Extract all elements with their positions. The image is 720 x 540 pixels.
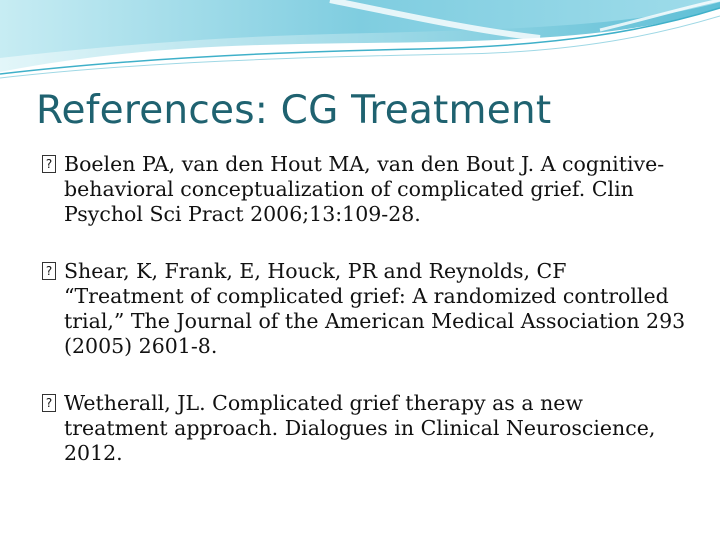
reference-text: Wetherall, JL. Complicated grief therapy as a new treatment approach. Dialogues in Clinical Neuroscience, 2012. [64, 391, 656, 465]
reference-text: Shear, K, Frank, E, Houck, PR and Reynolds, CF “Treatment of complicated grief: A randomized controlled trial,” The Journal of the American Medical Association 293 (2005) 2601-8. [64, 259, 686, 358]
header-wave-decoration [0, 0, 720, 90]
slide-title: References: CG Treatment [36, 88, 552, 133]
bullet-glyph-icon: ? [42, 155, 56, 173]
bullet-glyph-icon: ? [42, 262, 56, 280]
reference-text: Boelen PA, van den Hout MA, van den Bout J. A cognitive-behavioral conceptualization of complicated grief. Clin Psychol Sci Pract 2006;13:109-28. [64, 152, 665, 226]
reference-item [42, 391, 692, 466]
bullet-glyph-icon: ? [42, 394, 56, 412]
reference-item [42, 152, 692, 227]
reference-item [42, 259, 692, 359]
references-list [42, 152, 692, 498]
